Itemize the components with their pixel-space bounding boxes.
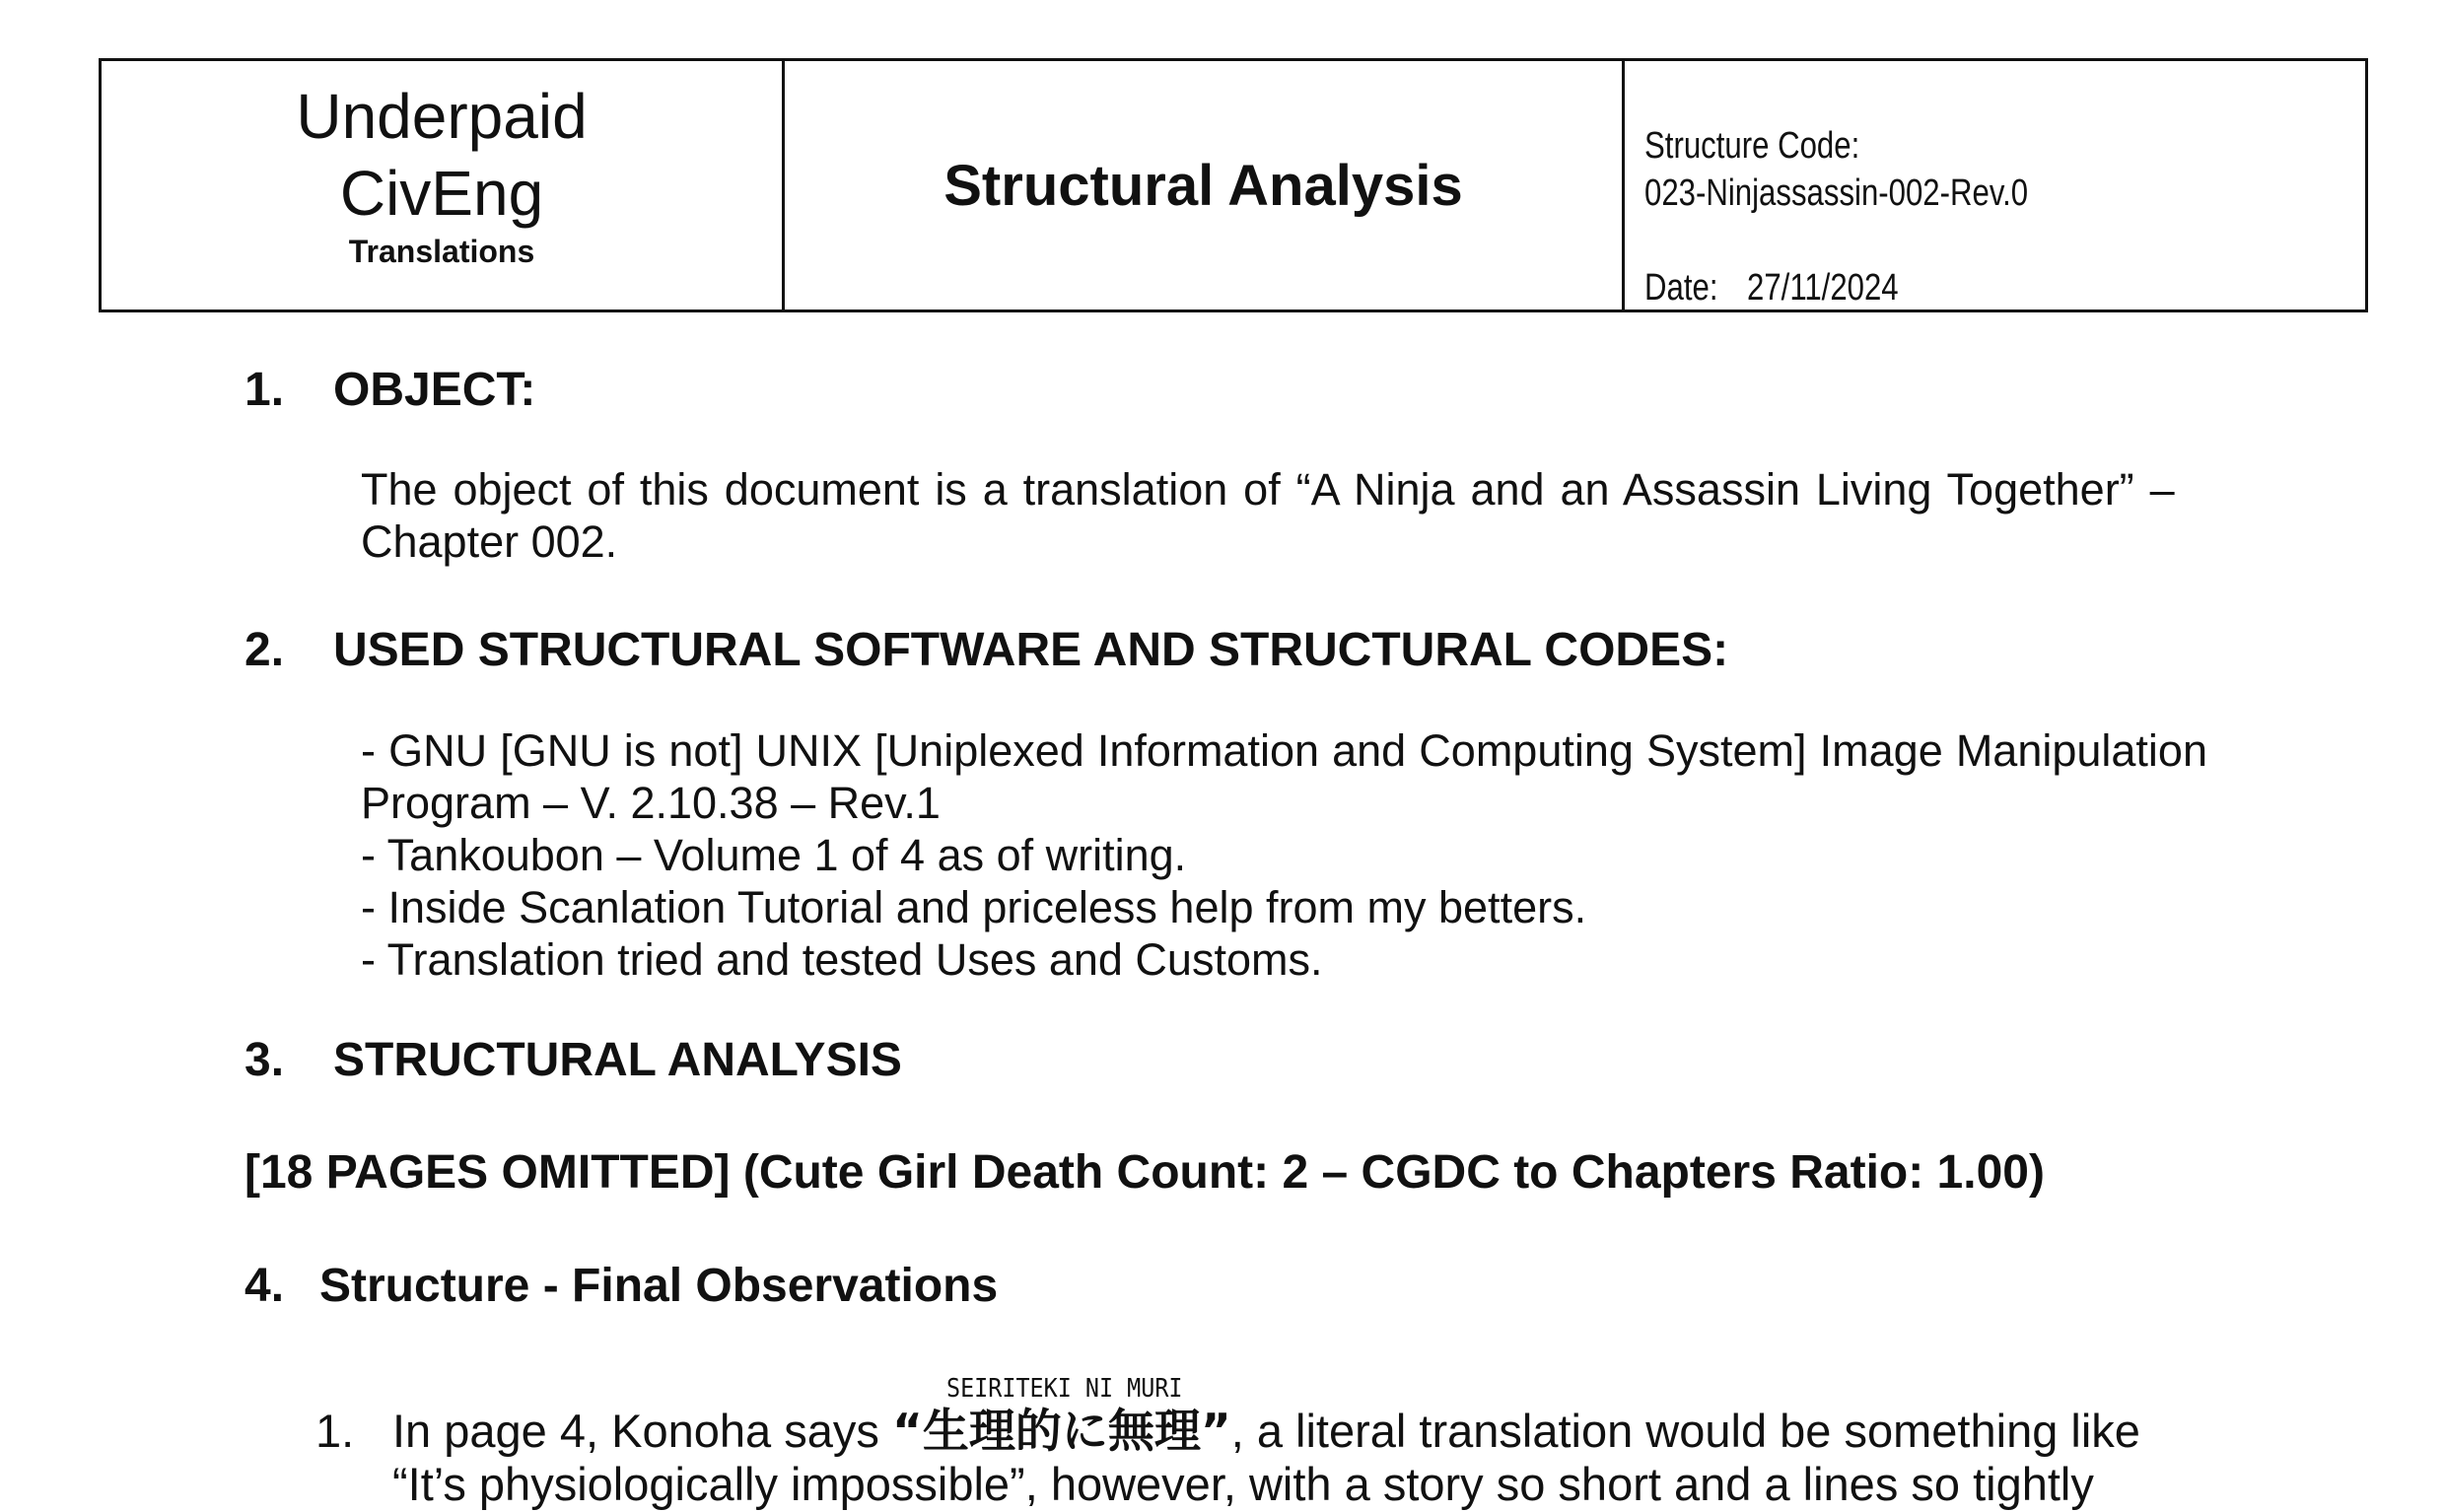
section-number: 2. <box>244 624 285 676</box>
org-logo-text <box>102 78 782 271</box>
structure-code-value: 023-Ninjassassin-002-Rev.0 <box>1644 172 2029 214</box>
header-title-cell <box>785 61 1625 309</box>
software-list-item: - GNU [GNU is not] UNIX [Uniplexed Information and Computing System] Image Manipulation <box>361 725 2207 776</box>
software-list-item: Program – V. 2.10.38 – Rev.1 <box>361 778 941 828</box>
section-number: 4. <box>244 1260 285 1312</box>
observation-text-after: , a literal translation would be something like <box>1230 1405 2140 1457</box>
section-title: Structure - Final Observations <box>319 1260 999 1312</box>
furigana-annotation: SEIRITEKI NI MURI <box>946 1374 1183 1404</box>
org-subtitle: Translations <box>348 234 535 269</box>
section-analysis-heading <box>244 1033 902 1087</box>
section-number: 3. <box>244 1034 285 1086</box>
date-row <box>1644 264 1899 311</box>
section-title: USED STRUCTURAL SOFTWARE AND STRUCTURAL CODES: <box>333 624 1729 676</box>
org-name-line1: Underpaid <box>296 81 588 152</box>
date-value: 27/11/2024 <box>1746 267 1899 309</box>
section-observations-heading <box>244 1259 998 1313</box>
org-name-line2: CivEng <box>339 158 544 229</box>
header-org-cell <box>102 61 785 309</box>
observation-text-before: In page 4, Konoha says <box>392 1405 892 1457</box>
section-object-heading <box>244 363 535 417</box>
object-text-line: Chapter 002. <box>361 516 618 567</box>
section-title: OBJECT: <box>333 364 536 416</box>
software-list-item: - Inside Scanlation Tutorial and priceless help from my betters. <box>361 882 1587 932</box>
observation-number: 1. <box>315 1405 355 1457</box>
section-title: STRUCTURAL ANALYSIS <box>333 1034 902 1086</box>
software-list <box>361 724 2264 986</box>
structure-code-label: Structure Code: <box>1644 125 1860 167</box>
observation-continuation: “It’s physiologically impossible”, however, with a story so short and a lines so tightly <box>392 1458 2094 1510</box>
document-title: Structural Analysis <box>943 153 1463 218</box>
header-meta-cell <box>1625 61 2365 309</box>
section-number: 1. <box>244 364 285 416</box>
object-text-line: The object of this document is a translation of “A Ninja and an Assassin Living Together” – <box>361 464 2175 515</box>
japanese-quote: “生理的に無理” <box>891 1405 1231 1459</box>
software-list-item: - Translation tried and tested Uses and Customs. <box>361 934 1323 985</box>
software-list-item: - Tankoubon – Volume 1 of 4 as of writing. <box>361 830 1187 880</box>
omitted-pages-note: [18 PAGES OMITTED] (Cute Girl Death Count: 2 – CGDC to Chapters Ratio: 1.00) <box>244 1146 2045 1199</box>
date-label: Date: <box>1644 267 1718 309</box>
header-table <box>99 58 2368 312</box>
section-software-heading <box>244 623 1728 677</box>
observation-item <box>315 1404 2140 1460</box>
section-object-text <box>361 463 2264 568</box>
